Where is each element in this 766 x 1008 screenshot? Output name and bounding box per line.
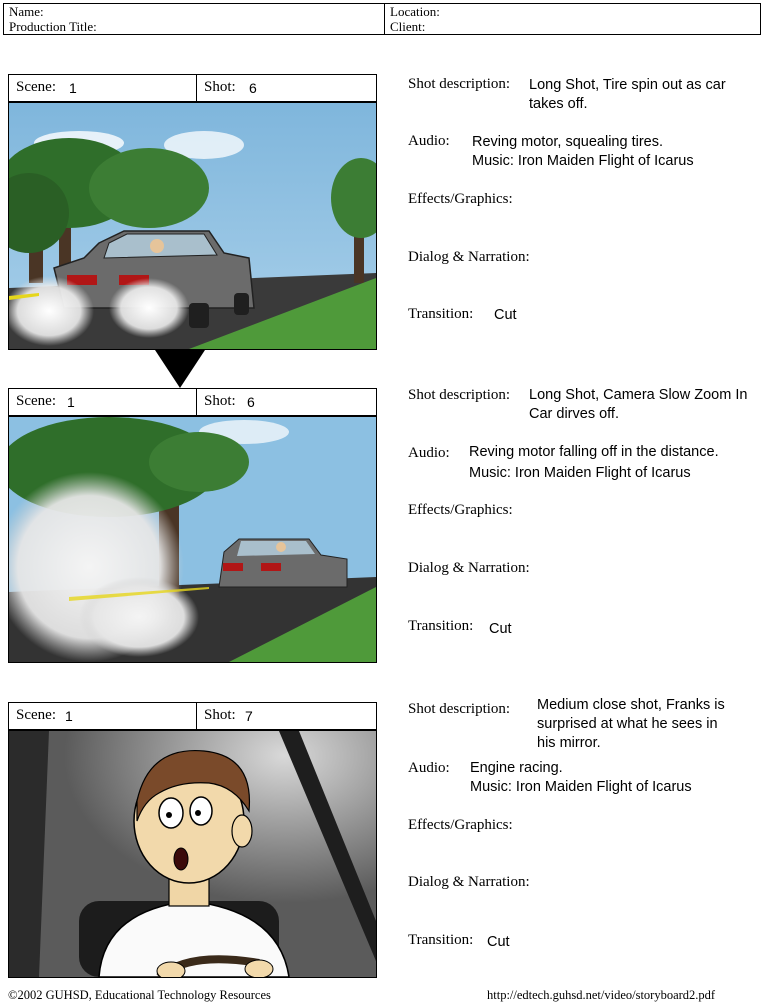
transition-label: Transition:: [408, 618, 474, 634]
header-table: [3, 3, 761, 35]
frame-2-illustration: [8, 416, 377, 663]
shot-description-line-2: takes off.: [529, 96, 588, 112]
client-label: Client:: [390, 19, 426, 34]
frame-3-illustration: [8, 730, 377, 978]
transition-value: Cut: [487, 934, 510, 950]
header-divider: [384, 4, 385, 34]
shot-description-line-1: Long Shot, Camera Slow Zoom In: [529, 387, 748, 403]
scene-label: Scene:: [16, 79, 56, 95]
next-frame-arrow-icon: [155, 350, 205, 390]
frame-2-scene-shot-header: [8, 388, 377, 416]
shot-description-line-3: his mirror.: [537, 735, 601, 751]
car-burnout-illustration: [9, 103, 376, 349]
source-url-footer[interactable]: http://edtech.guhsd.net/video/storyboard2.pdf: [487, 988, 716, 1002]
frame-1-illustration: [8, 102, 377, 350]
location-label: Location:: [390, 4, 440, 19]
shot-number: 7: [245, 708, 253, 724]
audio-line-1: Engine racing.: [470, 760, 563, 776]
driver-surprised-illustration: [9, 731, 376, 977]
audio-label: Audio:: [408, 445, 450, 461]
copyright-footer: ©2002 GUHSD, Educational Technology Resources: [8, 988, 271, 1002]
scene-shot-divider: [196, 703, 197, 729]
shot-description-label: Shot description:: [408, 76, 511, 92]
transition-label: Transition:: [408, 306, 474, 322]
audio-line-2: Music: Iron Maiden Flight of Icarus: [472, 153, 694, 169]
name-label: Name:: [9, 4, 44, 19]
shot-description-line-2: surprised at what he sees in: [537, 716, 718, 732]
scene-label: Scene:: [16, 393, 56, 409]
frame-1-scene-shot-header: [8, 74, 377, 102]
transition-value: Cut: [494, 307, 517, 323]
effects-graphics-label: Effects/Graphics:: [408, 191, 513, 207]
production-title-label: Production Title:: [9, 19, 97, 34]
scene-number: 1: [65, 708, 73, 724]
audio-line-1: Reving motor falling off in the distance.: [469, 444, 719, 460]
transition-label: Transition:: [408, 932, 474, 948]
audio-label: Audio:: [408, 760, 450, 776]
effects-graphics-label: Effects/Graphics:: [408, 817, 513, 833]
car-drives-off-illustration: [9, 417, 376, 662]
shot-description-label: Shot description:: [408, 701, 511, 717]
audio-line-2: Music: Iron Maiden Flight of Icarus: [469, 465, 691, 481]
dialog-narration-label: Dialog & Narration:: [408, 874, 530, 890]
audio-line-2: Music: Iron Maiden Flight of Icarus: [470, 779, 692, 795]
scene-shot-divider: [196, 75, 197, 101]
transition-value: Cut: [489, 621, 512, 637]
scene-number: 1: [69, 80, 77, 96]
shot-label: Shot:: [204, 707, 236, 723]
shot-description-line-1: Medium close shot, Franks is: [537, 697, 725, 713]
effects-graphics-label: Effects/Graphics:: [408, 502, 513, 518]
dialog-narration-label: Dialog & Narration:: [408, 249, 530, 265]
audio-line-1: Reving motor, squealing tires.: [472, 134, 664, 150]
shot-number: 6: [247, 394, 255, 410]
shot-description-line-2: Car dirves off.: [529, 406, 619, 422]
shot-number: 6: [249, 80, 257, 96]
scene-number: 1: [67, 394, 75, 410]
scene-shot-divider: [196, 389, 197, 415]
shot-description-label: Shot description:: [408, 387, 511, 403]
audio-label: Audio:: [408, 133, 450, 149]
shot-description-line-1: Long Shot, Tire spin out as car: [529, 77, 726, 93]
shot-label: Shot:: [204, 79, 236, 95]
dialog-narration-label: Dialog & Narration:: [408, 560, 530, 576]
shot-label: Shot:: [204, 393, 236, 409]
scene-label: Scene:: [16, 707, 56, 723]
frame-3-scene-shot-header: [8, 702, 377, 730]
